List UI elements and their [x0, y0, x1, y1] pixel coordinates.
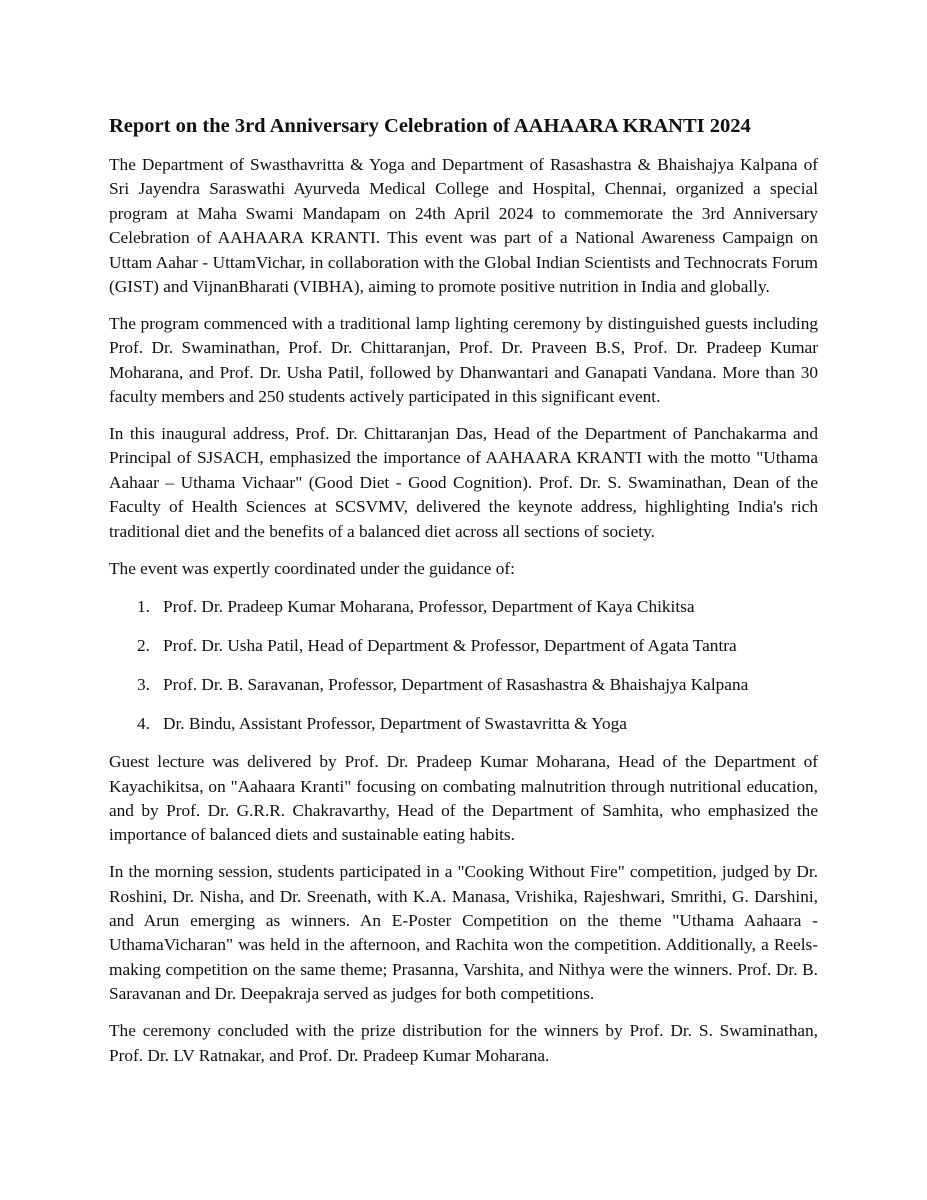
paragraph-competitions: In the morning session, students participated in a "Cooking Without Fire" competition, judged by Dr. Roshini, Dr. Nisha, and Dr. Sreenath, with K.A. Manasa, Vrishika, Rajeshwari, Smrithi, G. Darshini, and Arun emerging as winners. An E-Poster Competition on the theme "Uthama Aahaara - UthamaVicharan" was held in the afternoon, and Rachita won the competition. Additionally, a Reels-making competition on the same theme; Prasanna, Varshita, and Nithya were the winners. Prof. Dr. B. Saravanan and Dr. Deepakraja served as judges for both competitions.: [109, 862, 818, 1004]
list-item-number: 1.: [137, 597, 150, 616]
paragraph-conclusion: The ceremony concluded with the prize distribution for the winners by Prof. Dr. S. Swaminathan, Prof. Dr. LV Ratnakar, and Prof. Dr. Pradeep Kumar Moharana.: [109, 1021, 818, 1065]
document-page: [109, 113, 818, 1081]
list-item-text: Prof. Dr. Pradeep Kumar Moharana, Professor, Department of Kaya Chikitsa: [163, 597, 695, 616]
paragraph-coordination-intro: The event was expertly coordinated under the guidance of:: [109, 558, 515, 578]
list-item-text: Prof. Dr. Usha Patil, Head of Department & Professor, Department of Agata Tantra: [163, 635, 737, 655]
list-item-number: 2.: [137, 635, 150, 655]
list-item: [109, 712, 818, 736]
list-item-text: Dr. Bindu, Assistant Professor, Department of Swastavritta & Yoga: [163, 713, 627, 733]
paragraph-intro: The Department of Swasthavritta & Yoga and Department of Rasashastra & Bhaishajya Kalpana of Sri Jayendra Saraswathi Ayurveda Medical College and Hospital, Chennai, organized a special program at Maha Swami Mandapam on 24th April 2024 to commemorate the 3rd Anniversary Celebration of AAHAARA KRANTI. This event was part of a National Awareness Campaign on Uttam Aahar - UttamVichar, in collaboration with the Global Indian Scientists and Technocrats Forum (GIST) and VijnanBharati (VIBHA), aiming to promote positive nutrition in India and globally.: [109, 155, 818, 297]
paragraph-lamp-lighting: The program commenced with a traditional lamp lighting ceremony by distinguished guests including Prof. Dr. Swaminathan, Prof. Dr. Chittaranjan, Prof. Dr. Praveen B.S, Prof. Dr. Pradeep Kumar Moharana, and Prof. Dr. Usha Patil, followed by Dhanwantari and Ganapati Vandana. More than 30 faculty members and 250 students actively participated in this significant event.: [109, 313, 818, 407]
report-title: Report on the 3rd Anniversary Celebration of AAHAARA KRANTI 2024: [109, 115, 751, 137]
list-item: [109, 673, 818, 697]
list-item-number: 3.: [137, 674, 150, 694]
list-item: [109, 595, 818, 619]
paragraph-guest-lecture: Guest lecture was delivered by Prof. Dr. Pradeep Kumar Moharana, Head of the Department of Kayachikitsa, on "Aahaara Kranti" focusing on combating malnutrition through nutritional education, and by Prof. Dr. G.R.R. Chakravarthy, Head of the Department of Samhita, who emphasized the importance of balanced diets and sustainable eating habits.: [109, 752, 818, 845]
list-item-text: Prof. Dr. B. Saravanan, Professor, Department of Rasashastra & Bhaishajya Kalpana: [163, 674, 749, 694]
paragraph-inaugural-address: In this inaugural address, Prof. Dr. Chittaranjan Das, Head of the Department of Panchakarma and Principal of SJSACH, emphasized the importance of AAHAARA KRANTI with the motto "Uthama Aahaar – Uthama Vichaar" (Good Diet - Good Cognition). Prof. Dr. S. Swaminathan, Dean of the Faculty of Health Sciences at SCSVMV, delivered the keynote address, highlighting India's rich traditional diet and the benefits of a balanced diet across all sections of society.: [109, 424, 818, 541]
coordinator-list: [109, 595, 818, 736]
list-item-number: 4.: [137, 713, 150, 733]
list-item: [109, 634, 818, 658]
